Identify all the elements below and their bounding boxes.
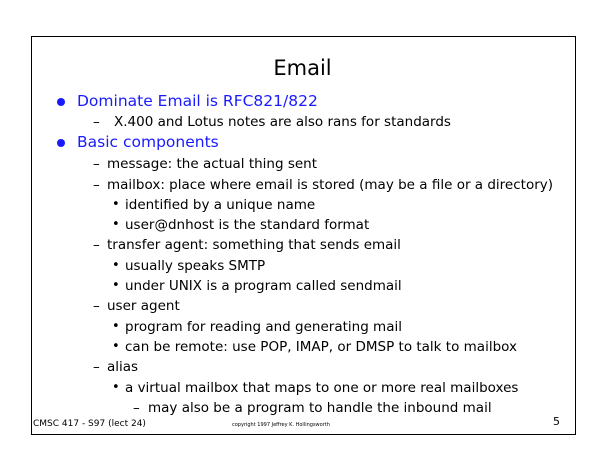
dash-marker: –	[93, 177, 100, 193]
dash-marker: –	[93, 237, 100, 253]
bullet-level3: usually speaks SMTP	[125, 258, 266, 274]
slide-title: Email	[273, 56, 332, 80]
dash-marker: –	[133, 400, 140, 416]
bullet-marker: •	[112, 319, 120, 334]
footer-course: CMSC 417 - S97 (lect 24)	[33, 419, 146, 429]
page-number: 5	[553, 415, 560, 428]
bullet-level2: message: the actual thing sent	[107, 156, 318, 172]
bullet-marker: •	[112, 278, 120, 293]
bullet-marker: •	[112, 258, 120, 273]
dash-marker: –	[93, 359, 100, 375]
bullet-level4: may also be a program to handle the inbound mail	[148, 400, 492, 416]
bullet-level3: user@dnhost is the standard format	[125, 217, 370, 233]
bullet-level3: under UNIX is a program called sendmail	[125, 278, 402, 294]
bullet-level2: alias	[107, 359, 139, 375]
bullet-level2: user agent	[107, 298, 180, 314]
dash-marker: –	[93, 156, 100, 172]
bullet-marker: •	[112, 339, 120, 354]
dash-marker: –	[93, 114, 100, 130]
bullet-level3: identified by a unique name	[125, 197, 316, 213]
bullet-marker: •	[112, 197, 120, 212]
bullet-level2: X.400 and Lotus notes are also rans for standards	[114, 114, 451, 130]
bullet-level3: program for reading and generating mail	[125, 319, 402, 335]
bullet-level1: Basic components	[77, 133, 219, 151]
bullet-level2: transfer agent: something that sends email	[107, 237, 401, 253]
bullet-level2: mailbox: place where email is stored (may be a file or a directory)	[107, 177, 554, 193]
bullet-marker: •	[112, 380, 120, 395]
bullet-marker: •	[112, 217, 120, 232]
bullet-level3: a virtual mailbox that maps to one or more real mailboxes	[125, 380, 519, 396]
dash-marker: –	[93, 298, 100, 314]
bullet-level1: Dominate Email is RFC821/822	[77, 92, 318, 110]
bullet-level3: can be remote: use POP, IMAP, or DMSP to talk to mailbox	[125, 339, 517, 355]
bullet-dot	[57, 139, 65, 147]
bullet-dot	[57, 98, 65, 106]
footer-copyright: copyright 1997 Jeffrey K. Hollingsworth	[232, 422, 330, 428]
